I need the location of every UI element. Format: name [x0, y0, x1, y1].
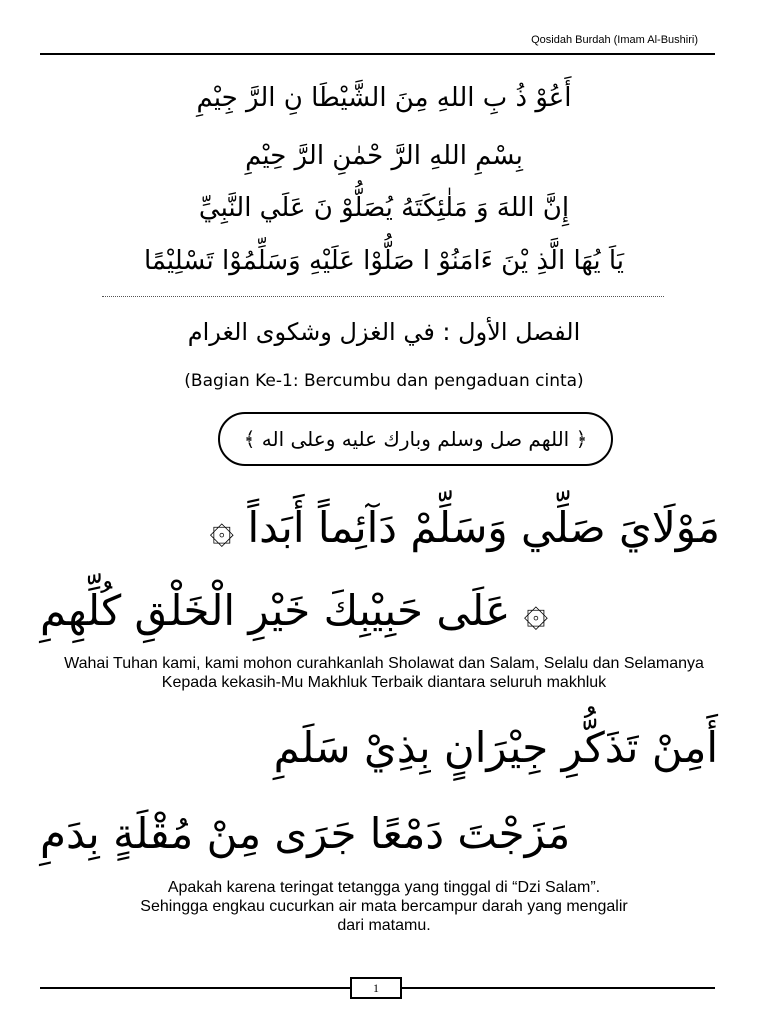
salawat-banner [218, 412, 613, 466]
chapter-title-indonesian: (Bagian Ke-1: Bercumbu dan pengaduan cinta) [184, 371, 584, 391]
basmalah-line: بِسْمِ اللهِ الرَّ حْمٰنِ الرَّ حِيْمِ [245, 141, 523, 171]
verse-1-first-hemistich: مَوْلَايَ صَلِّي وَسَلِّمْ دَآئِماً أَبَداً ۞ [209, 503, 720, 552]
quran-ayah-line-1: إِنَّ اللهَ وَ مَلٰئِكَتَهُ يُصَلُّوْ نَ عَلَي النَّبِيِّ [198, 193, 570, 223]
verse-2-first-hemistich: أَمِنْ تَذَكُّرِ جِيْرَانٍ بِذِيْ سَلَمِ [273, 723, 718, 772]
verse-2-translation [40, 878, 728, 935]
verse-1-second-hemistich: ۞ عَلَى حَبِيْبِكَ خَيْرِ الْخَلْقِ كُلِّهِمِ [40, 586, 549, 635]
verse-1-translation: Wahai Tuhan kami, kami mohon curahkanlah Sholawat dan Salam, Selalu dan Selamanya Kepada kekasih-Mu Makhluk Terbaik diantara seluruh makhluk [64, 655, 704, 691]
verse-2-translation-line-2: Sehingga engkau cucurkan air mata bercampur darah yang mengalir dari matamu. [140, 898, 628, 934]
salawat-text: ﴿ اللهم صل وسلم وبارك عليه وعلى اله ﴾ [243, 427, 588, 451]
taawudz-line: أَعُوْ ذُ بِ اللهِ مِنَ الشَّيْطَا نِ الرَّ جِيْمِ [196, 83, 572, 113]
document-header-title: Qosidah Burdah (Imam Al-Bushiri) [531, 34, 698, 46]
quran-ayah-line-2: يَاَ يُهَا الَّذِ يْنَ ءَامَنُوْ ا صَلُّوْا عَلَيْهِ وَسَلِّمُوْا تَسْلِيْمًا [143, 246, 625, 276]
header-divider [40, 53, 715, 55]
section-divider [102, 296, 664, 297]
verse-2-second-hemistich: مَزَجْتَ دَمْعًا جَرَى مِنْ مُقْلَةٍ بِدَمِ [40, 809, 571, 858]
page-number: 1 [350, 977, 402, 999]
verse-2-translation-line-1: Apakah karena teringat tetangga yang tinggal di “Dzi Salam”. [167, 879, 601, 896]
chapter-title-arabic: الفصل الأول : في الغزل وشكوى الغرام [187, 318, 581, 346]
